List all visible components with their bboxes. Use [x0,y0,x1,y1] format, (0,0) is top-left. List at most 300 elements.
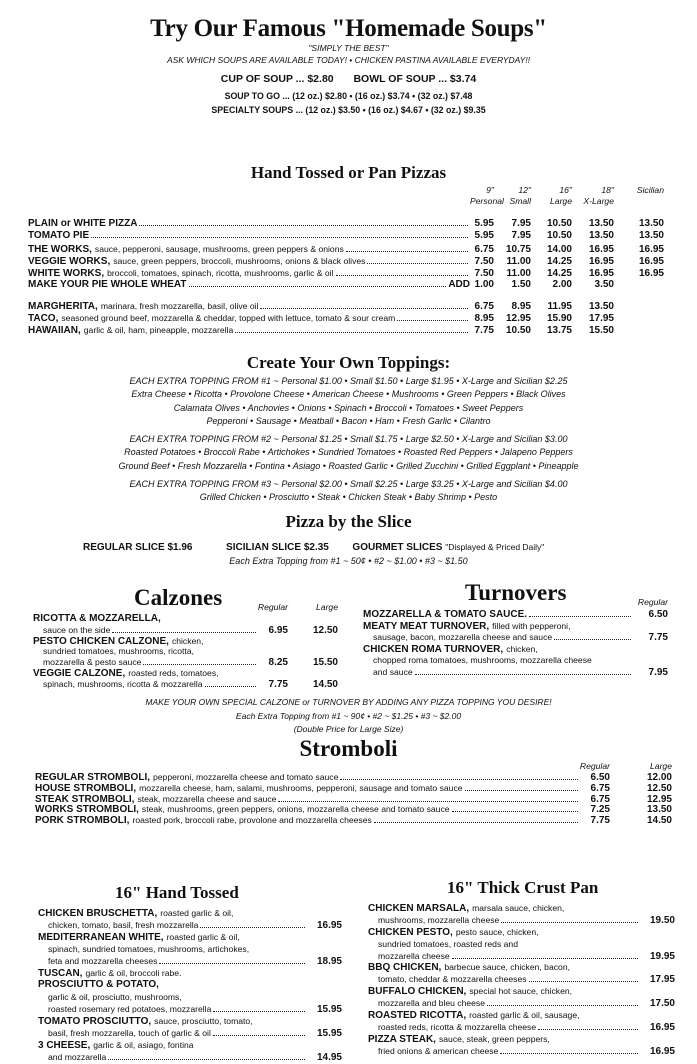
pizza-list [28,218,664,337]
item-description: spinach, mushrooms, ricotta & mozzarella [43,678,203,689]
item-description-line [368,915,675,927]
item-price: 14.25 [546,255,572,267]
item-price: 6.95 [268,624,288,636]
item-description-line [38,943,342,955]
size-label: 12" [518,185,531,195]
menu-item [368,903,675,927]
item-description-line [363,632,668,644]
stromboli-list [35,772,672,826]
menu-item [38,1039,342,1063]
item-description: seasoned ground beef, mozzarella & cheddar, topped with lettuce, tomato & sour cream [61,313,396,324]
menu-item [28,324,664,336]
item-description-line [368,951,675,963]
pizza-size-header [28,185,664,207]
item-price: 17.50 [649,998,675,1010]
item-name: MOZZARELLA & TOMATO SAUCE. [363,609,528,620]
dot-leader [554,639,631,640]
item-name: MARGHERITA, [28,300,98,312]
item-price: 7.75 [590,815,610,827]
item-price: 16.95 [638,255,664,267]
item-price: 17.95 [649,974,675,986]
item-line [28,324,664,336]
dot-leader [415,674,631,675]
item-price: 3.50 [594,279,614,291]
bowl-of-soup: BOWL OF SOUP ... $3.74 [353,73,477,85]
item-description: roasted garlic & oil, [160,908,234,918]
item-price: 16.95 [649,1045,675,1057]
menu-item [28,267,664,279]
gourmet-note: "Displayed & Priced Daily" [445,542,545,552]
item-price: 19.50 [649,914,675,926]
item-description-line [38,1003,342,1015]
item-description-line [38,1027,342,1039]
soup-to-go: SOUP TO GO ... (12 oz.) $2.80 • (16 oz.) $3.74 • (32 oz.) $7.48 [224,91,473,101]
topping-list-line: Roasted Potatoes • Broccoli Rabe • Artichokes • Sundried Tomatoes • Roasted Red Peppers • Jalapeno Peppers [124,447,573,458]
item-name: TACO, [28,313,59,325]
calzone-list [33,614,338,690]
soups-tagline: "SIMPLY THE BEST" [308,43,389,53]
hand-tossed-title: 16" Hand Tossed [115,883,239,902]
column-header: Regular [257,602,288,612]
dot-leader [452,811,578,812]
item-price: 7.95 [648,666,668,678]
column-header: Large [316,602,338,612]
item-name: PORK STROMBOLI, [35,815,130,827]
item-description: marsala sauce, chicken, [472,903,565,913]
item-price: 12.95 [505,313,531,325]
size-name: Personal [470,196,504,206]
menu-item [368,1034,675,1058]
menu-item [363,609,668,621]
dot-leader [213,1011,305,1012]
item-name: REGULAR STROMBOLI, [35,772,150,783]
item-name: VEGGIE CALZONE, [33,667,126,679]
item-name: ROASTED RICOTTA, [368,1010,467,1022]
menu-item [363,644,668,679]
item-name: TOMATO PROSCIUTTO, [38,1016,152,1027]
sicilian-slice: SICILIAN SLICE $2.35 [226,542,329,553]
item-description: roasted garlic & oil, [166,932,240,942]
item-name: THE WORKS, [28,243,92,255]
item-line [33,614,338,625]
menu-item [38,979,342,1015]
item-price: 13.50 [588,218,614,229]
menu-item [28,312,664,324]
dot-leader [465,790,578,791]
turnovers-title: Turnovers [465,580,567,605]
column-header: Regular [637,597,668,607]
item-price: 16.95 [316,920,342,931]
item-line [28,267,664,279]
soup-cup-bowl [221,73,476,85]
item-name: TUSCAN, [38,968,83,979]
item-description: steak, mozzarella cheese and sauce [137,793,277,804]
cup-of-soup: CUP OF SOUP ... $2.80 [220,73,334,85]
menu-item [28,255,664,267]
item-price: 1.00 [474,279,494,291]
menu-item [28,230,664,242]
item-description: mushrooms, mozzarella cheese [378,914,500,925]
dot-leader [500,1053,638,1054]
item-price: 15.95 [316,1004,342,1015]
dot-leader [336,275,468,276]
item-name: CHICKEN ROMA TURNOVER, [363,643,504,655]
item-description-line [363,655,668,667]
specialty-soups: SPECIALTY SOUPS ... (12 oz.) $3.50 • (16 oz.) $4.67 • (32 oz.) $9.35 [211,105,486,115]
item-description: filled with pepperoni, [492,620,571,631]
dot-leader [189,286,447,287]
item-name: MAKE YOUR PIE WHOLE WHEAT [28,279,187,291]
item-price: 8.95 [474,313,494,325]
menu-item [35,772,672,783]
item-line [368,1034,675,1046]
size-label: 9" [486,185,494,195]
item-description: special hot sauce, chicken, [469,986,573,997]
dot-leader [260,308,468,309]
item-price: 7.95 [511,230,531,242]
item-description: tomato, cheddar & mozzarella cheeses [378,974,527,985]
item-price: 6.50 [648,609,668,620]
item-name: BUFFALO CHICKEN, [368,986,467,998]
item-name: BBQ CHICKEN, [368,962,442,974]
item-line [368,962,675,974]
item-description: spinach, sundried tomatoes, mushrooms, artichokes, [48,944,250,954]
menu-item [38,1015,342,1039]
item-description: chopped roma tomatoes, mushrooms, mozzarella cheese [373,655,592,665]
item-description: roasted pork, broccoli rabe, provolone and mozzarella cheeses [132,815,372,826]
item-price: 1.50 [511,279,531,291]
dot-leader [340,779,578,780]
item-description: sausage, bacon, mozzarella cheese and sauce [373,632,553,642]
menu-item [35,804,672,815]
topping-price-line: EACH EXTRA TOPPING FROM #1 ~ Personal $1.00 • Small $1.50 • Large $1.95 • X-Large and Sicilian $2.25 [129,376,568,386]
item-price: 14.50 [646,815,672,827]
item-description-line [368,1046,675,1058]
dot-leader [139,225,468,226]
item-description: mozzarella and bleu cheese [378,998,486,1009]
item-price: 12.50 [646,782,672,794]
item-price: 15.50 [588,325,614,337]
column-header: Regular [579,761,610,771]
item-name: CHICKEN PESTO, [368,926,453,938]
thick-crust-title: 16" Thick Crust Pan [447,878,599,897]
item-price: 11.00 [506,255,531,267]
size-name: Small [509,196,531,206]
menu-item [368,986,675,1010]
item-name: PROSCIUTTO & POTATO, [38,979,159,990]
regular-slice: REGULAR SLICE $1.96 [83,542,193,553]
item-price: 8.25 [268,657,288,669]
item-description-line [38,955,342,967]
item-description: fried onions & american cheese [378,1045,499,1056]
item-price: 16.95 [638,243,664,255]
item-price: 12.00 [646,772,672,783]
item-price: 5.95 [474,218,494,229]
item-description: feta and mozzarella cheeses [48,956,158,966]
topping-list-line: Grilled Chicken • Prosciutto • Steak • Chicken Steak • Baby Shrimp • Pesto [199,492,498,503]
item-price: 8.95 [511,300,531,312]
item-price: 7.50 [474,268,494,280]
item-line [28,255,664,267]
item-price: 15.50 [312,657,338,669]
item-line [38,1015,342,1027]
item-description: mozzarella & pesto sauce [43,657,142,668]
item-price: 6.75 [590,782,610,794]
dot-leader [235,332,468,333]
pizzas-title: Hand Tossed or Pan Pizzas [250,163,447,182]
thick-crust-list [368,903,675,1058]
item-description: steak, mushrooms, green peppers, onions, mozzarella cheese and tomato sauce [141,804,450,815]
menu-item [368,962,675,986]
topping-group [0,433,697,473]
item-price: 10.75 [505,243,531,255]
item-price: 6.75 [590,793,610,805]
item-line [28,279,664,291]
item-price: 7.75 [268,678,288,690]
item-price: 10.50 [505,325,531,337]
item-name: VEGGIE WORKS, [28,255,111,267]
item-price: 6.75 [474,300,494,312]
item-description: garlic & oil, broccoli rabe. [85,968,182,978]
menu-item [368,927,675,963]
item-line [368,986,675,998]
menu-item [363,621,668,644]
item-description: and sauce [373,666,413,677]
item-name: WHITE WORKS, [28,268,105,280]
menu-item [33,668,338,690]
soups-ask-line: ASK WHICH SOUPS ARE AVAILABLE TODAY! • CHICKEN PASTINA AVAILABLE EVERYDAY!! [166,55,531,65]
item-price: 15.90 [546,313,572,325]
custom-note-line2: Each Extra Topping from #1 ~ 90¢ • #2 ~ $1.25 • #3 ~ $2.00 [235,711,462,721]
topping-list-line: Extra Cheese • Ricotta • Provolone Cheese • American Cheese • Mushrooms • Green Peppers • Black Olives [131,389,566,400]
item-description-line [368,1022,675,1034]
item-description: broccoli, tomatoes, spinach, ricotta, mushrooms, garlic & oil [107,268,334,279]
item-price: 17.95 [588,313,614,325]
item-line [38,979,342,991]
item-name: PIZZA STEAK, [368,1033,436,1045]
item-price: 10.50 [546,230,572,242]
dot-leader [200,927,305,928]
dot-leader [452,958,638,959]
item-price: 13.50 [646,804,672,816]
item-description: garlic & oil, prosciutto, mushrooms, [48,992,182,1002]
item-price: 10.50 [546,218,572,229]
soups-title: Try Our Famous "Homemade Soups" [150,15,547,42]
item-line [28,218,664,230]
item-line [363,609,668,621]
hand-tossed-list [38,907,342,1063]
item-name: WORKS STROMBOLI, [35,804,139,816]
item-line [28,300,664,312]
menu-item [28,218,664,230]
menu-item [38,931,342,967]
item-description-line [33,646,338,657]
item-name: PESTO CHICKEN CALZONE, [33,635,169,647]
menu-item [33,636,338,668]
item-price: 7.95 [511,218,531,229]
menu-item [28,243,664,255]
item-name: PLAIN or WHITE PIZZA [28,218,138,229]
spacer [28,196,470,207]
topping-group [0,478,697,505]
dot-leader [397,320,468,321]
item-description: roasted rosemary red potatoes, mozzarella [48,1004,212,1014]
item-line [368,903,675,915]
item-description: sundried tomatoes, roasted reds and [378,938,518,949]
item-price: 13.75 [546,325,572,337]
size-label: Sicilian [636,185,664,195]
item-line [38,967,342,979]
item-description: sauce, pepperoni, sausage, mushrooms, green peppers & onions [94,243,344,254]
dot-leader [112,632,256,633]
item-line [368,927,675,939]
slice-prices [83,541,544,554]
dot-leader [108,1059,305,1060]
dot-leader [346,251,468,252]
item-description: and mozzarella [48,1052,107,1062]
item-price: 13.50 [588,230,614,242]
item-price: 12.50 [312,624,338,636]
item-description-line [33,657,338,668]
item-line [35,804,672,815]
toppings-title: Create Your Own Toppings: [246,353,451,372]
item-price: 14.50 [312,678,338,690]
topping-list-line: Calamata Olives • Anchovies • Onions • Spinach • Broccoli • Tomatoes • Sweet Peppers [173,402,524,413]
item-line [33,668,338,679]
item-line [38,931,342,943]
item-description-line [38,991,342,1003]
item-line [38,1039,342,1051]
item-description-line [38,919,342,931]
item-description: mozzarella cheese [378,950,450,961]
item-line [38,907,342,919]
item-name: HAWAIIAN, [28,325,81,337]
item-price: 6.75 [474,243,494,255]
item-description: chicken, [171,635,204,646]
item-description: chicken, tomato, basil, fresh mozzarella [48,920,199,930]
item-price: 13.50 [638,218,664,229]
turnover-list [363,609,668,678]
item-line [28,230,664,242]
custom-note-line1: MAKE YOUR OWN SPECIAL CALZONE or TURNOVER BY ADDING ANY PIZZA TOPPING YOU DESIRE! [145,697,552,707]
dot-leader [367,263,468,264]
dot-leader [501,922,638,923]
item-name: 3 CHEESE, [38,1040,91,1051]
item-price: 16.95 [638,268,664,280]
stromboli-title: Stromboli [299,736,398,761]
stromboli-columns [548,761,672,772]
item-name: MEDITERRANEAN WHITE, [38,932,164,943]
item-description: sundried tomatoes, mushrooms, ricotta, [43,646,194,657]
item-name: STEAK STROMBOLI, [35,793,135,805]
item-price: 11.00 [506,268,531,280]
item-price: 14.25 [546,268,572,280]
item-description: roasted reds, tomatoes, [128,667,219,678]
item-description-line [368,998,675,1010]
gourmet-slices: GOURMET SLICES [352,542,443,553]
item-description: pepperoni, mozzarella cheese and tomato sauce [153,772,339,782]
item-name: RICOTTA & MOZZARELLA, [33,613,161,624]
item-price: 15.95 [316,1028,342,1039]
item-description: sauce, prosciutto, tomato, [154,1016,253,1026]
slice-title: Pizza by the Slice [285,512,412,531]
item-line [28,243,664,255]
item-price: 12.95 [646,793,672,805]
item-description-line [368,974,675,986]
item-price: 7.25 [590,804,610,816]
item-description: garlic & oil, asiago, fontina [93,1040,194,1050]
item-description: sauce, green peppers, broccoli, mushrooms, onions & black olives [113,255,366,266]
item-price: 13.50 [638,230,664,242]
item-description: sauce on the side [43,624,111,635]
menu-item [368,1010,675,1034]
item-description: marinara, fresh mozzarella, basil, olive oil [100,300,259,311]
dot-leader [487,1005,638,1006]
item-price: 7.75 [474,325,494,337]
dot-leader [529,616,631,617]
item-price: 16.95 [588,268,614,280]
item-description: barbecue sauce, chicken, bacon, [444,962,570,973]
size-label: 18" [601,185,614,195]
item-description: sauce, steak, green peppers, [438,1033,550,1044]
dot-leader [91,237,468,238]
dot-leader [213,1035,305,1036]
slice-extra-topping: Each Extra Topping from #1 ~ 50¢ • #2 ~ $1.00 • #3 ~ $1.50 [229,556,468,566]
item-price: 19.95 [649,950,675,962]
item-description-line [363,667,668,679]
item-description-line [38,1051,342,1063]
menu-item [33,614,338,636]
menu-item [38,967,342,979]
spacer [28,185,470,196]
dot-leader [538,1029,638,1030]
item-name: MEATY MEAT TURNOVER, [363,620,490,632]
item-description: roasted reds, ricotta & mozzarella cheese [378,1021,537,1032]
menu-item [35,783,672,794]
item-description-line [33,679,338,690]
topping-list-line: Pepperoni • Sausage • Meatball • Bacon • Ham • Fresh Garlic • Cilantro [206,415,491,426]
item-price: 16.95 [588,255,614,267]
menu-item [35,815,672,826]
dot-leader [278,801,578,802]
topping-price-line: EACH EXTRA TOPPING FROM #2 ~ Personal $1.25 • Small $1.75 • Large $2.50 • X-Large and Sicilian $3.00 [129,434,568,445]
size-name: X-Large [583,196,614,206]
item-line [35,815,672,826]
item-price: 7.50 [474,255,494,267]
item-line [35,783,672,794]
item-price: 6.50 [590,772,610,783]
column-header: Large [650,761,672,771]
size-name: Large [550,196,572,206]
item-name: CHICKEN BRUSCHETTA, [38,908,158,919]
item-description-line [368,939,675,951]
item-description: basil, fresh mozzarella, touch of garlic & oil [48,1028,211,1038]
item-price: 7.75 [648,632,668,643]
size-name [614,196,664,207]
item-price: 18.95 [316,956,342,967]
dot-leader [205,686,256,687]
menu-item [28,300,664,312]
menu-item [28,279,664,291]
topping-price-line: EACH EXTRA TOPPING FROM #3 ~ Personal $2.00 • Small $2.25 • Large $3.25 • X-Large and Sicilian $4.00 [129,479,568,490]
item-line [363,644,668,656]
size-label: 16" [559,185,572,195]
item-price: 11.95 [547,300,572,312]
item-price: 5.95 [474,230,494,242]
dot-leader [143,664,256,665]
custom-note-line3: (Double Price for Large Size) [293,724,404,734]
topping-group [0,375,697,428]
